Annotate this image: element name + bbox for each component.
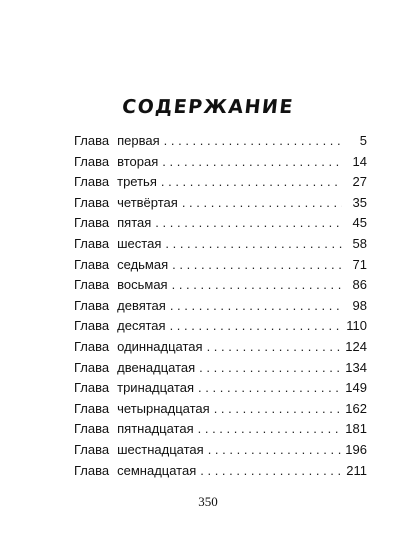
toc-entry[interactable] [74,296,367,317]
chapter-name: шестая [117,235,162,251]
chapter-prefix: Глава [74,235,110,251]
chapter-page: 35 [352,194,367,210]
chapter-prefix: Глава [74,215,110,231]
chapter-page: 71 [352,256,367,272]
dot-leader [198,419,342,440]
chapter-page: 5 [359,133,367,148]
dot-leader [172,275,342,296]
toc-entry[interactable] [74,172,367,193]
chapter-page: 58 [352,235,367,251]
chapter-page: 124 [345,338,367,354]
toc-entry[interactable] [74,378,367,399]
toc-entry[interactable] [74,358,367,379]
chapter-prefix: Глава [74,153,110,169]
dot-leader [207,337,342,358]
dot-leader [162,152,342,173]
chapter-page: 86 [352,277,367,293]
toc-entry[interactable] [74,152,367,173]
toc-entry[interactable] [74,399,367,420]
chapter-name: четырнадцатая [117,400,210,416]
chapter-prefix: Глава [74,421,110,437]
chapter-page: 110 [346,318,367,334]
dot-leader [199,358,342,379]
dot-leader [170,296,342,317]
chapter-name: пятнадцатая [117,421,194,437]
chapter-prefix: Глава [74,133,110,148]
chapter-prefix: Глава [74,297,110,313]
chapter-prefix: Глава [74,277,110,293]
chapter-prefix: Глава [74,462,110,478]
dot-leader [172,255,342,276]
toc-entry[interactable] [74,213,367,234]
table-of-contents [74,131,367,481]
chapter-name: третья [117,174,157,190]
toc-entry[interactable] [74,440,367,461]
chapter-page: 45 [352,215,367,231]
chapter-name: пятая [117,215,152,231]
page-title: СОДЕРЖАНИЕ [121,96,295,118]
chapter-prefix: Глава [74,400,110,416]
chapter-page: 27 [352,174,367,190]
toc-entry[interactable] [74,419,367,440]
dot-leader [161,172,342,193]
toc-entry[interactable] [74,234,367,255]
chapter-prefix: Глава [74,174,110,190]
chapter-page: 181 [345,421,367,437]
chapter-name: четвёртая [117,194,178,210]
chapter-prefix: Глава [74,256,110,272]
dot-leader [200,461,342,482]
toc-entry[interactable] [74,131,367,152]
toc-entry[interactable] [74,193,367,214]
page-number: 350 [198,494,218,509]
chapter-name: седьмая [117,256,169,272]
chapter-name: девятая [117,297,166,313]
toc-entry[interactable] [74,461,367,482]
chapter-name: одиннадцатая [117,338,203,354]
dot-leader [155,213,342,234]
toc-entry[interactable] [74,337,367,358]
dot-leader [170,316,342,337]
chapter-name: десятая [117,318,166,334]
dot-leader [198,378,342,399]
chapter-page: 211 [346,462,367,478]
chapter-prefix: Глава [74,359,110,375]
toc-entry[interactable] [74,275,367,296]
dot-leader [164,131,342,152]
chapter-page: 149 [345,380,367,396]
chapter-prefix: Глава [74,380,110,396]
chapter-page: 196 [345,441,367,457]
chapter-page: 98 [352,297,367,313]
chapter-page: 134 [345,359,367,375]
dot-leader [214,399,342,420]
chapter-name: семнадцатая [117,462,197,478]
chapter-prefix: Глава [74,194,110,210]
dot-leader [182,193,342,214]
chapter-name: вторая [117,153,159,169]
toc-entry[interactable] [74,255,367,276]
chapter-page: 14 [352,153,367,169]
dot-leader [165,234,342,255]
chapter-name: шестнадцатая [117,441,204,457]
dot-leader [208,440,342,461]
chapter-page: 162 [345,400,367,416]
chapter-prefix: Глава [74,441,110,457]
chapter-name: двенадцатая [117,359,196,375]
toc-entry[interactable] [74,316,367,337]
chapter-name: тринадцатая [117,380,195,396]
chapter-name: восьмая [117,277,168,293]
chapter-prefix: Глава [74,338,110,354]
chapter-name: первая [117,133,160,148]
chapter-prefix: Глава [74,318,110,334]
